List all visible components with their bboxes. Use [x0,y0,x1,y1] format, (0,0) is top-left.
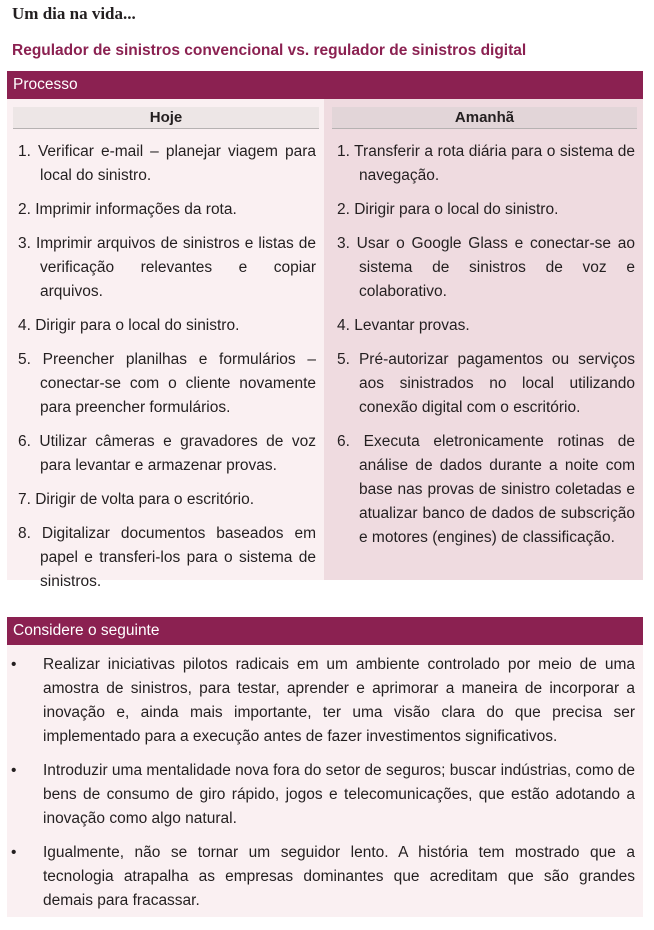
today-step: 2. Imprimir informações da rota. [18,201,237,218]
today-step: 1. Verificar e-mail – planejar viagem para local do sinistro. [18,143,316,184]
tomorrow-column-header: Amanhã [332,107,637,129]
today-step: 7. Dirigir de volta para o escritório. [18,491,255,508]
tomorrow-column [324,99,643,580]
today-step: 3. Imprimir arquivos de sinistros e listas de verificação relevantes e copiar arquivos. [18,235,316,300]
today-column [7,99,324,590]
tomorrow-step: 4. Levantar provas. [337,317,470,334]
tomorrow-steps-list [337,140,635,560]
tomorrow-step: 1. Transferir a rota diária para o sistema de navegação. [337,143,635,184]
consider-body [7,645,643,917]
tomorrow-step: 6. Executa eletronicamente rotinas de análise de dados durante a noite com base nas provas de sinistro coletadas e atualizar banco de dados de subscrição e motores (engines) de classificação. [337,433,635,546]
tomorrow-step: 2. Dirigir para o local do sinistro. [337,201,559,218]
consider-list [7,653,643,923]
tomorrow-step: 3. Usar o Google Glass e conectar-se ao sistema de sinistros de voz e colaborativo. [337,235,635,300]
consider-item [7,653,643,749]
today-column-header: Hoje [13,107,319,129]
today-step: 4. Dirigir para o local do sinistro. [18,317,240,334]
today-step: 5. Preencher planilhas e formulários – conectar-se com o cliente novamente para preencher formulários. [18,351,316,416]
page-heading: Um dia na vida... [12,4,136,23]
today-step: 8. Digitalizar documentos baseados em papel e transferi-los para o sistema de sinistros. [18,525,316,590]
consider-item-text: Realizar iniciativas pilotos radicais em um ambiente controlado por meio de uma amostra de sinistros, para testar, aprender e aprimorar a maneira de incorporar a inovação e, ainda mais importante, ter uma visão clara do que precisa ser implementado para a execução antes de fazer investimentos significativos. [43,656,635,745]
process-section-header: Processo [7,71,643,99]
consider-item-text: Introduzir uma mentalidade nova fora do setor de seguros; buscar indústrias, como de bens de consumo de giro rápido, jogos e telecomunicações, que estão adotando a inovação como algo natural. [43,762,635,827]
consider-item [7,759,643,831]
consider-section-header: Considere o seguinte [7,617,643,645]
bullet-icon: • [11,656,17,673]
today-step: 6. Utilizar câmeras e gravadores de voz para levantar e armazenar provas. [18,433,316,474]
bullet-icon: • [11,844,17,861]
today-steps-list [18,140,316,604]
tomorrow-step: 5. Pré-autorizar pagamentos ou serviços aos sinistrados no local utilizando conexão digital com o escritório. [337,351,635,416]
consider-item-text: Igualmente, não se tornar um seguidor lento. A história tem mostrado que a tecnologia atrapalha as empresas dominantes que acreditam que são grandes demais para fracassar. [43,844,635,909]
bullet-icon: • [11,762,17,779]
consider-item [7,841,643,913]
page-subheading: Regulador de sinistros convencional vs. regulador de sinistros digital [12,42,527,59]
